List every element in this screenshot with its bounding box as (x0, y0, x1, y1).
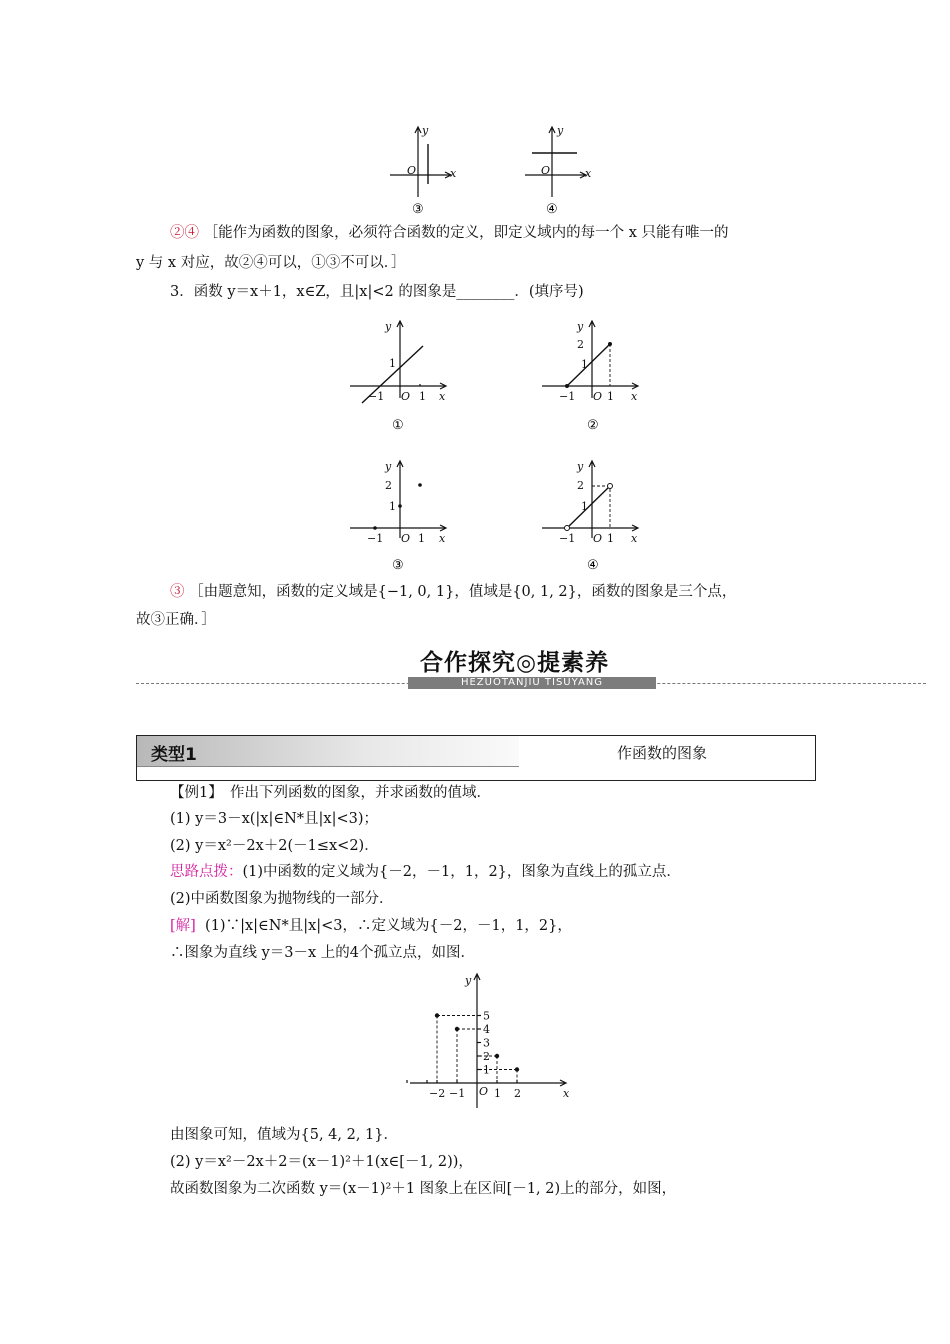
solution-line1: [解] (1)∵|x|∈N*且|x|<3，∴定义域为{－2，－1，1，2}， (170, 918, 572, 934)
svg-text:y: y (557, 124, 564, 137)
svg-text:2: 2 (577, 338, 584, 351)
svg-text:1: 1 (419, 390, 426, 403)
svg-text:y: y (385, 320, 392, 333)
hint-label: 思路点拨： (170, 864, 243, 880)
data-point (455, 1027, 459, 1031)
graph-q3-3 (345, 458, 450, 578)
answer-2-line1: ②④ ［能作为函数的图象，必须符合函数的定义，即定义域内的每一个 x 只能有唯一的 (170, 225, 729, 241)
svg-text:x: x (450, 167, 457, 180)
data-point (435, 1013, 439, 1017)
hint-line2: (2)中函数图象为抛物线的一部分． (170, 891, 394, 907)
x-tick-label: 2 (514, 1087, 521, 1100)
y-tick-label: 1 (483, 1063, 490, 1077)
x-tick-label: 1 (494, 1087, 501, 1100)
svg-text:1: 1 (581, 500, 588, 513)
svg-text:−1: −1 (368, 390, 385, 403)
graph-q3-1 (345, 318, 450, 438)
svg-text:1: 1 (389, 357, 396, 370)
answer-3-line2: 故③正确．］ (136, 612, 216, 628)
svg-text:2: 2 (385, 479, 392, 492)
svg-text:O: O (407, 164, 417, 177)
svg-text:−1: −1 (559, 390, 576, 403)
svg-text:④: ④ (587, 558, 599, 573)
y-tick-label: 4 (483, 1023, 490, 1036)
svg-text:④: ④ (546, 202, 558, 217)
solution-label: [解] (170, 918, 196, 934)
graph-4-top (522, 122, 602, 217)
example-1-part1: (1) y＝3－x(|x|∈N*且|x|<3)； (170, 811, 378, 827)
x-tick-label: −2 (429, 1087, 446, 1100)
data-point (495, 1054, 499, 1058)
answer-2-line2: y 与 x 对应，故②④可以，①③不可以．］ (136, 255, 406, 271)
svg-text:1: 1 (389, 500, 396, 513)
answer-2-mark: ②④ (170, 225, 199, 241)
graph-q3-4 (537, 458, 642, 578)
origin-label: O (479, 1085, 489, 1098)
type-header-box (136, 735, 816, 781)
data-point (515, 1067, 519, 1071)
svg-text:②: ② (587, 418, 599, 433)
svg-text:③: ③ (412, 202, 424, 217)
svg-text:1: 1 (607, 532, 614, 545)
y-tick-label: 3 (483, 1036, 490, 1050)
svg-text:−1: −1 (559, 532, 576, 545)
svg-text:O: O (401, 390, 411, 403)
section-banner-subtitle: HEZUOTANJIU TISUYANG (408, 677, 656, 689)
question-3: 3．函数 y＝x＋1，x∈Z，且|x|<2 的图象是________．(填序号) (170, 284, 584, 300)
svg-text:O: O (593, 390, 603, 403)
x-axis-label: x (563, 1087, 570, 1100)
hint-line1: 思路点拨：(1)中函数的定义域为{－2，－1，1，2}，图象为直线上的孤立点． (170, 864, 681, 880)
svg-text:y: y (577, 320, 584, 333)
y-axis-label: y (465, 974, 472, 987)
svg-text:O: O (541, 164, 551, 177)
svg-text:2: 2 (577, 479, 584, 492)
y-tick-label: 5 (483, 1009, 490, 1023)
svg-text:1: 1 (581, 358, 588, 371)
svg-text:1: 1 (418, 532, 425, 545)
svg-text:x: x (631, 390, 638, 403)
svg-text:y: y (385, 460, 392, 473)
solution-line3: (2) y＝x²－2x＋2＝(x－1)²＋1(x∈[－1, 2))， (170, 1154, 473, 1170)
svg-text:x: x (439, 532, 446, 545)
svg-text:O: O (593, 532, 603, 545)
section-banner-title: 合作探究◎提素养 (420, 650, 610, 676)
svg-text:y: y (577, 460, 584, 473)
svg-text:1: 1 (607, 390, 614, 403)
svg-text:x: x (631, 532, 638, 545)
x-tick-label: −1 (449, 1087, 466, 1100)
solution-line2: ∴图象为直线 y＝3－x 上的4个孤立点，如图． (170, 945, 476, 961)
example-1-part2: (2) y＝x²－2x＋2(－1≤x<2)． (170, 838, 379, 854)
graph-q3-2 (537, 318, 642, 438)
svg-text:①: ① (392, 418, 404, 433)
solution-line4: 故函数图象为二次函数 y＝(x－1)²＋1 图象上在区间[－1, 2)上的部分，如图， (170, 1181, 677, 1197)
svg-text:③: ③ (392, 558, 404, 573)
graph-3-top (385, 122, 465, 217)
svg-text:x: x (439, 390, 446, 403)
answer-3-line1: ③ ［由题意知，函数的定义域是{−1, 0, 1}，值域是{0, 1, 2}，函数的图象是三个点， (170, 584, 737, 600)
svg-text:O: O (401, 532, 411, 545)
type-tag: 类型1 (137, 736, 519, 767)
example-1-head: 【例1】 作出下列函数的图象，并求函数的值域． (170, 785, 491, 801)
answer-3-mark: ③ (170, 584, 185, 600)
y-tick-label: 2 (483, 1050, 490, 1063)
range-line: 由图象可知，值域为{5, 4, 2, 1}． (170, 1127, 399, 1143)
example-1-plot (405, 970, 575, 1120)
type-title: 作函数的图象 (617, 744, 708, 762)
svg-text:x: x (585, 167, 592, 180)
svg-text:−1: −1 (367, 532, 384, 545)
svg-text:y: y (422, 124, 429, 137)
